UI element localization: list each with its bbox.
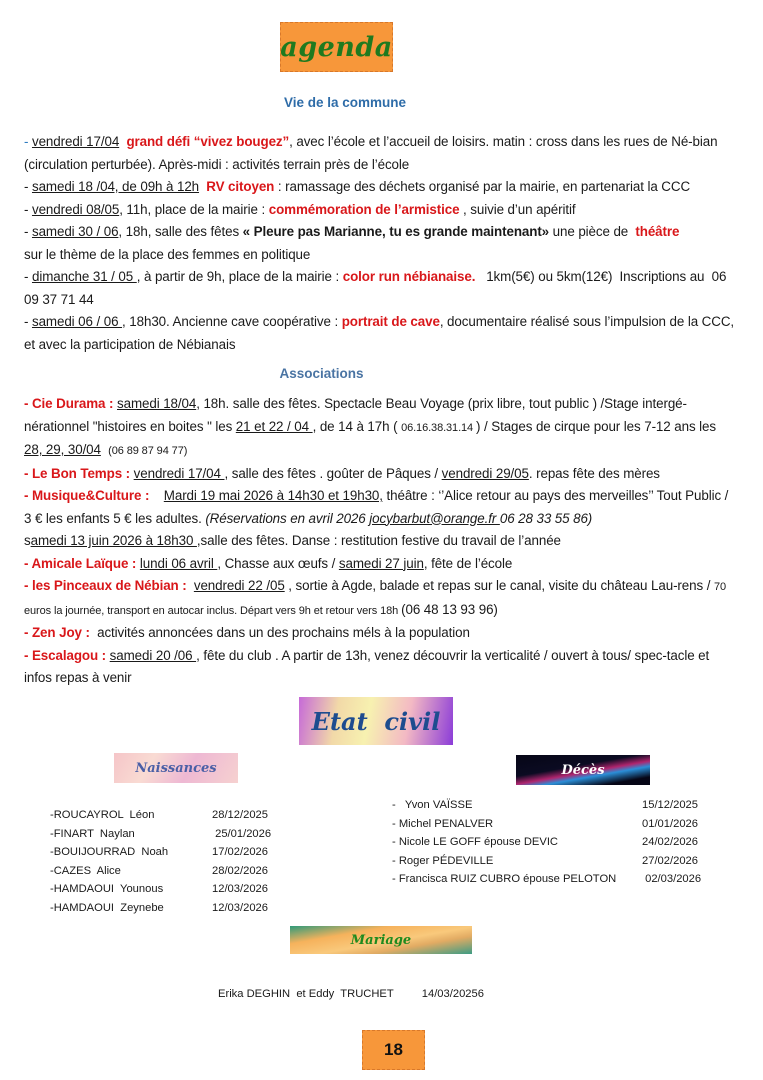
association-item: - Le Bon Temps : vendredi 17/04 , salle des fêtes . goûter de Pâques / vendredi 29/05. repas fête des mères — [24, 465, 660, 481]
deces-entry: - Nicole LE GOFF épouse DEVIC 24/02/2026 — [392, 836, 698, 849]
association-item: - Zen Joy : activités annoncées dans un des prochains méls à la population — [24, 625, 470, 640]
association-item: - Musique&Culture : Mardi 19 mai 2026 à 14h30 et 19h30, théâtre : ‘’Alice retour au pays des merveilles’’ Tout Public / 3 € les enfants 5 € les adultes. (Réservations en avril 2026 jocybarbut@orange.fr 06 28 33 55 86) samedi 13 juin 2026 à 18h30 ,salle des fêtes. Danse : restitution festive du travail de l’année — [24, 488, 729, 548]
naissance-entry: -ROUCAYROL Léon 28/12/2025 — [50, 809, 268, 821]
event-item: - dimanche 31 / 05 , à partir de 9h, place de la mairie : color run nébianaise. 1km(5€) ou 5km(12€) Inscriptions au 06 09 37 71 44 — [24, 269, 730, 307]
deces-entry: - Yvon VAÏSSE 15/12/2025 — [392, 799, 698, 811]
event-item: - vendredi 08/05, 11h, place de la mairie : commémoration de l’armistice , suivie d’un apéritif — [24, 201, 576, 217]
section-title-associations: Associations — [279, 366, 364, 381]
mariage-banner — [290, 926, 472, 954]
deces-banner — [516, 755, 650, 785]
association-item: - Cie Durama : samedi 18/04, 18h. salle des fêtes. Spectacle Beau Voyage (prix libre, tout public ) /Stage intergé-nérationnel "histoires en boites " les 21 et 22 / 04 , de 14 à 17h ( 06.16.38.31.14 ) / Stages de cirque pour les 7-12 ans les 28, 29, 30/04 (06 89 87 94 77) — [24, 396, 716, 457]
mariage-title: Mariage — [350, 932, 412, 948]
event-item: - vendredi 17/04 grand défi “vivez bougez”, avec l’école et l’accueil de loisirs. matin : cross dans les rues de Né-bian (circulation perturbée). Après-midi : activités terrain près de l’école — [24, 134, 718, 172]
mariage-couple: Erika DEGHIN et Eddy TRUCHET — [218, 988, 394, 1000]
email-link[interactable]: jocybarbut@orange.fr — [369, 510, 500, 526]
deces-list — [392, 796, 701, 889]
event-item: - samedi 06 / 06 , 18h30. Ancienne cave coopérative : portrait de cave, documentaire réalisé sous l’impulsion de la CCC, et avec la participation de Nébianais — [24, 314, 735, 352]
agenda-title-box — [280, 22, 393, 72]
naissance-entry: -HAMDAOUI Zeynebe 12/03/2026 — [50, 901, 268, 914]
naissances-title: Naissances — [135, 760, 217, 776]
commune-events — [24, 131, 734, 356]
deces-title: Décès — [561, 762, 605, 778]
mariage-date: 14/03/20256 — [421, 988, 484, 1000]
section-title-commune: Vie de la commune — [283, 95, 407, 110]
naissance-entry: -HAMDAOUI Younous 12/03/2026 — [50, 883, 268, 896]
event-item: - samedi 30 / 06, 18h, salle des fêtes « Pleure pas Marianne, tu es grande maintenant» une pièce de théâtre sur le thème de la place des femmes en politique — [24, 224, 680, 262]
mariage-entry — [218, 988, 484, 1000]
etat-civil-title: Etat civil — [311, 706, 441, 736]
deces-entry: - Francisca RUIZ CUBRO épouse PELOTON 02/03/2026 — [392, 873, 702, 886]
associations-list — [24, 393, 734, 690]
association-item: - les Pinceaux de Nébian : vendredi 22 /05 , sortie à Agde, balade et repas sur le canal, visite du château Lau-rens / 70 euros la journée, transport en autocar inclus. Départ vers 9h et retour vers 18h (06 48 13 93 96) — [24, 578, 726, 617]
event-item: - samedi 18 /04, de 09h à 12h RV citoyen : ramassage des déchets organisé par la mairie, en partenariat la CCC — [24, 179, 691, 194]
naissance-entry: -FINART Naylan 25/01/2026 — [50, 827, 272, 840]
association-item: - Escalagou : samedi 20 /06 , fête du club . A partir de 13h, venez découvrir la verticalité / ouvert à tous/ spec-tacle et infos repas à venir — [24, 647, 710, 685]
page-number: 18 — [362, 1030, 425, 1070]
naissances-banner — [114, 753, 238, 783]
etat-civil-banner — [299, 697, 453, 745]
deces-entry: - Michel PENALVER 01/01/2026 — [392, 817, 698, 830]
association-item: - Amicale Laïque : lundi 06 avril , Chasse aux œufs / samedi 27 juin, fête de l’école — [24, 555, 513, 571]
naissance-entry: -CAZES Alice 28/02/2026 — [50, 864, 268, 877]
deces-entry: - Roger PÉDEVILLE 27/02/2026 — [392, 854, 698, 867]
agenda-title: agenda — [280, 31, 393, 63]
naissance-entry: -BOUIJOURRAD Noah 17/02/2026 — [50, 846, 268, 859]
naissances-list — [50, 806, 271, 918]
